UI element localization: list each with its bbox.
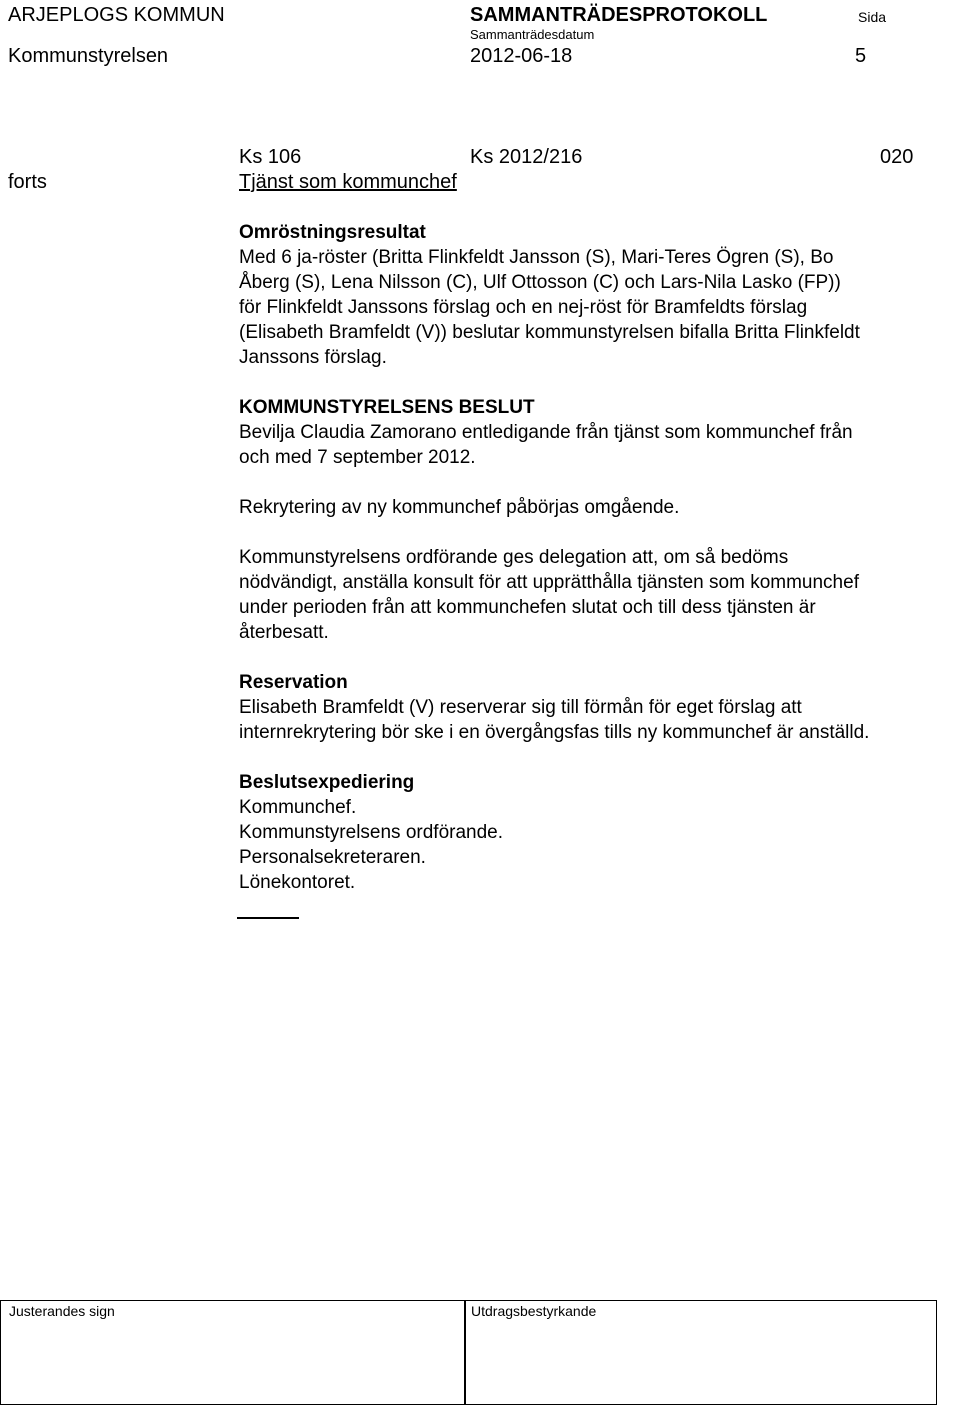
signature-box-left [0, 1300, 466, 1405]
delegation-paragraph [239, 545, 859, 645]
dispatch-heading: Beslutsexpediering [239, 772, 415, 793]
justerandes-sign-label: Justerandes sign [9, 1303, 115, 1319]
utdragsbestyrkande-label: Utdragsbestyrkande [471, 1303, 597, 1319]
vote-line: Med 6 ja-röster (Britta Flinkfeldt Jansson (S), Mari-Teres Ögren (S), Bo [239, 247, 834, 268]
decision-line: Bevilja Claudia Zamorano entledigande från tjänst som kommunchef från [239, 422, 853, 443]
continued-label: forts [8, 171, 47, 193]
decision-line: nödvändigt, anställa konsult för att upprätthålla tjänsten som kommunchef [239, 572, 859, 593]
dispatch-item: Kommunstyrelsens ordförande. [239, 822, 504, 843]
municipality-name: ARJEPLOGS KOMMUN [8, 4, 225, 26]
dispatch-item: Lönekontoret. [239, 872, 356, 893]
case-diary-number: Ks 2012/216 [470, 146, 583, 168]
decision-line: under perioden från att kommunchefen slutat och till dess tjänsten är [239, 597, 816, 618]
decision-section [239, 395, 853, 470]
case-paragraph-number: Ks 106 [239, 146, 302, 168]
dispatch-section [239, 770, 503, 895]
recruitment-paragraph [239, 495, 679, 520]
decision-line: och med 7 september 2012. [239, 447, 476, 468]
document-type: SAMMANTRÄDESPROTOKOLL [470, 4, 768, 26]
page-number: 5 [855, 45, 867, 67]
decision-heading: KOMMUNSTYRELSENS BESLUT [239, 397, 535, 418]
reservation-section [239, 670, 869, 745]
dispatch-item: Personalsekreteraren. [239, 847, 426, 868]
vote-line: (Elisabeth Bramfeldt (V)) beslutar kommunstyrelsen bifalla Britta Flinkfeldt [239, 322, 860, 343]
vote-heading: Omröstningsresultat [239, 222, 426, 243]
reservation-line: Elisabeth Bramfeldt (V) reserverar sig till förmån för eget förslag att [239, 697, 802, 718]
case-title: Tjänst som kommunchef [239, 171, 457, 193]
page-label: Sida [858, 9, 887, 25]
vote-line: Janssons förslag. [239, 347, 387, 368]
vote-line: Åberg (S), Lena Nilsson (C), Ulf Ottosson (C) och Lars-Nila Lasko (FP)) [239, 272, 841, 293]
reservation-line: internrekrytering bör ske i en övergångsfas tills ny kommunchef är anställd. [239, 722, 870, 743]
decision-line: Rekrytering av ny kommunchef påbörjas omgående. [239, 497, 680, 518]
committee-name: Kommunstyrelsen [8, 45, 169, 67]
decision-line: återbesatt. [239, 622, 329, 643]
signature-box-right [464, 1300, 937, 1405]
vote-line: för Flinkfeldt Janssons förslag och en nej-röst för Bramfeldts förslag [239, 297, 808, 318]
end-rule [237, 917, 299, 919]
reservation-heading: Reservation [239, 672, 348, 693]
meeting-date-label: Sammanträdesdatum [470, 27, 595, 42]
meeting-date: 2012-06-18 [470, 45, 573, 67]
vote-section [239, 220, 860, 370]
decision-line: Kommunstyrelsens ordförande ges delegation att, om så bedöms [239, 547, 789, 568]
dispatch-item: Kommunchef. [239, 797, 357, 818]
case-code: 020 [880, 146, 914, 168]
